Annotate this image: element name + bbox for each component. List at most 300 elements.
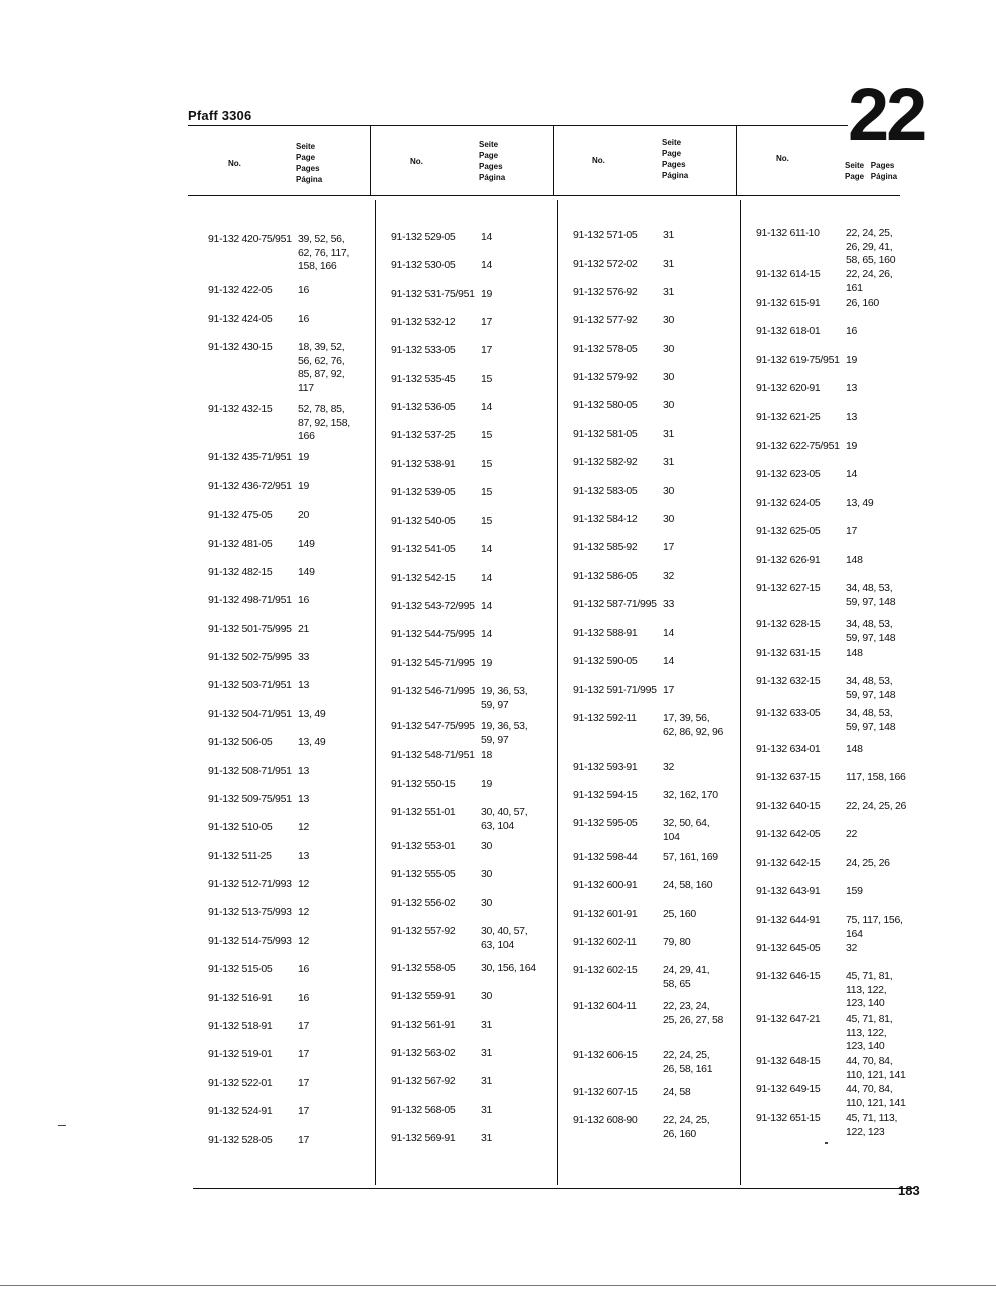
list-item [573,485,725,499]
part-number: 91-132 512-71/993 [208,878,292,890]
part-number: 91-132 585-92 [573,541,638,553]
page-references: 30 [481,840,493,852]
list-item [573,399,725,413]
part-number: 91-132 542-15 [391,572,456,584]
page-references: 30 [481,990,493,1002]
list-item [391,720,543,747]
part-number: 91-132 568-05 [391,1104,456,1116]
page-references: 45, 71, 81, 113, 122, 123, 140 [846,970,893,1009]
header-label: Page [845,172,865,181]
page-references: 14 [481,259,493,271]
list-item [756,1055,908,1082]
page-references: 30 [663,371,675,383]
list-item [573,684,725,698]
list-item [573,712,725,739]
list-item [208,1134,360,1148]
margin-mark [58,1125,66,1126]
list-item [573,371,725,385]
list-item [391,868,543,882]
page-references: 79, 80 [663,936,691,948]
page-references: 16 [298,963,310,975]
part-number: 91-132 611-10 [756,227,820,239]
part-number: 91-132 561-91 [391,1019,456,1031]
list-item [756,800,908,814]
list-item [573,1114,725,1141]
part-number: 91-132 501-75/995 [208,623,292,635]
page-references: 31 [481,1019,493,1031]
page-references: 17 [663,541,675,553]
part-number: 91-132 580-05 [573,399,638,411]
list-item [573,908,725,922]
list-item [391,685,543,712]
list-item [573,456,725,470]
page-references: 33 [663,598,675,610]
list-item [208,708,360,722]
header-no: No. [592,156,605,165]
list-item [391,373,543,387]
list-item [756,885,908,899]
page-references: 14 [481,572,493,584]
column-divider [553,126,554,196]
list-item [391,543,543,557]
list-item [756,440,908,454]
page-references: 30, 40, 57, 63, 104 [481,925,528,951]
list-item [573,627,725,641]
page-references: 18 [481,749,493,761]
list-item [391,657,543,671]
part-number: 91-132 530-05 [391,259,456,271]
list-item [391,344,543,358]
column-divider [740,200,741,1185]
part-number: 91-132 634-01 [756,743,821,755]
list-item [208,451,360,465]
part-number: 91-132 515-05 [208,963,273,975]
part-number: 91-132 581-05 [573,428,638,440]
brand-title: Pfaff 3306 [188,108,252,123]
header-label: Seite [662,138,682,147]
list-item [208,1077,360,1091]
page-references: 14 [481,600,493,612]
header-label: Página [479,173,506,182]
list-item [573,936,725,950]
part-number: 91-132 614-15 [756,268,821,280]
list-item [756,227,908,268]
page-references: 15 [481,373,493,385]
part-number: 91-132 625-05 [756,525,821,537]
page-references: 34, 48, 53, 59, 97, 148 [846,675,896,701]
page-references: 44, 70, 84, 110, 121, 141 [846,1083,906,1109]
list-item [756,411,908,425]
page-references: 17 [298,1105,310,1117]
list-item [756,828,908,842]
list-item [391,231,543,245]
list-item [756,1112,908,1139]
list-item [208,651,360,665]
part-number: 91-132 591-71/995 [573,684,657,696]
page-references: 45, 71, 81, 113, 122, 123, 140 [846,1013,893,1052]
list-item [391,1132,543,1146]
part-number: 91-132 436-72/951 [208,480,292,492]
list-item [756,1083,908,1110]
list-item [391,600,543,614]
part-number: 91-132 582-92 [573,456,638,468]
part-number: 91-132 532-12 [391,316,456,328]
part-number: 91-132 540-05 [391,515,456,527]
page-references: 117, 158, 166 [846,771,906,783]
list-item [208,992,360,1006]
page-references: 13 [298,765,310,777]
part-number: 91-132 598-44 [573,851,638,863]
page-references: 15 [481,458,493,470]
page-references: 19 [481,778,493,790]
part-number: 91-132 626-91 [756,554,821,566]
page-references: 32 [663,570,675,582]
list-item [208,906,360,920]
page-references: 14 [663,627,675,639]
page-references: 31 [481,1047,493,1059]
page-references: 30 [663,314,675,326]
page-references: 17 [663,684,675,696]
header-label: Page [479,151,499,160]
list-item [573,1000,725,1027]
page-references: 30 [481,897,493,909]
list-item [573,761,725,775]
page-references: 34, 48, 53, 59, 97, 148 [846,618,896,644]
header-top-rule [188,125,848,126]
header-label: Pages [662,160,686,169]
header-page-labels [296,141,322,185]
part-number: 91-132 631-15 [756,647,821,659]
list-item [391,778,543,792]
part-number: 91-132 432-15 [208,403,273,415]
page-references: 32, 162, 170 [663,789,718,801]
page-references: 31 [663,428,675,440]
page-references: 22, 24, 26, 161 [846,268,893,294]
page-references: 17 [298,1134,310,1146]
list-item [208,793,360,807]
list-item [391,288,543,302]
header-label: Página [662,171,689,180]
part-number: 91-132 587-71/995 [573,598,657,610]
list-item [756,1013,908,1054]
header-label: Seite [845,161,865,170]
list-item [208,1048,360,1062]
list-item [391,749,543,763]
page-references: 17 [481,344,493,356]
list-item [391,1075,543,1089]
list-item [573,655,725,669]
list-item [573,343,725,357]
part-number: 91-132 545-71/995 [391,657,475,669]
list-item [208,233,360,274]
list-item [391,806,543,833]
page-references: 22, 23, 24, 25, 26, 27, 58 [663,1000,724,1026]
part-number: 91-132 600-91 [573,879,638,891]
list-item [573,789,725,803]
part-number: 91-132 430-15 [208,341,273,353]
page-references: 30 [663,399,675,411]
page-references: 34, 48, 53, 59, 97, 148 [846,707,896,733]
part-number: 91-132 645-05 [756,942,821,954]
list-item [756,554,908,568]
page-references: 25, 160 [663,908,696,920]
part-number: 91-132 627-15 [756,582,821,594]
page-references: 21 [298,623,310,635]
part-number: 91-132 633-05 [756,707,821,719]
page-references: 31 [481,1132,493,1144]
part-number: 91-132 571-05 [573,229,638,241]
list-item [208,736,360,750]
page-references: 31 [481,1075,493,1087]
page-references: 32 [663,761,675,773]
part-number: 91-132 590-05 [573,655,638,667]
page-references: 19 [846,440,858,452]
list-item [208,284,360,298]
page-references: 33 [298,651,310,663]
page-references: 19, 36, 53, 59, 97 [481,685,528,711]
list-item [573,229,725,243]
header-col4-labels [845,160,905,182]
page-references: 14 [481,401,493,413]
list-item [573,598,725,612]
list-item [756,675,908,702]
list-item [391,429,543,443]
page-references: 15 [481,429,493,441]
part-number: 91-132 602-11 [573,936,637,948]
page-references: 14 [846,468,858,480]
part-number: 91-132 546-71/995 [391,685,475,697]
list-item [573,286,725,300]
part-number: 91-132 533-05 [391,344,456,356]
page-references: 30, 40, 57, 63, 104 [481,806,528,832]
list-item [573,1049,725,1076]
part-number: 91-132 576-92 [573,286,638,298]
page-references: 148 [846,647,863,659]
header-label: Página [870,172,898,181]
part-number: 91-132 513-75/993 [208,906,292,918]
column-divider [370,126,371,196]
header-label: Pages [296,164,320,173]
part-number: 91-132 592-11 [573,712,637,724]
part-number: 91-132 647-21 [756,1013,821,1025]
page-references: 17 [846,525,858,537]
page-references: 19 [846,354,858,366]
part-number: 91-132 541-05 [391,543,456,555]
list-item [756,771,908,785]
page-references: 12 [298,821,310,833]
page-references: 30 [481,868,493,880]
bullet-mark [825,1142,828,1144]
list-item [756,297,908,311]
page-references: 12 [298,906,310,918]
list-item [756,942,908,956]
page-references: 34, 48, 53, 59, 97, 148 [846,582,896,608]
part-number: 91-132 642-15 [756,857,821,869]
part-number: 91-132 475-05 [208,509,273,521]
list-item [208,963,360,977]
part-number: 91-132 649-15 [756,1083,821,1095]
page-references: 30, 156, 164 [481,962,536,974]
page-references: 16 [298,992,310,1004]
part-number: 91-132 508-71/951 [208,765,292,777]
part-number: 91-132 593-91 [573,761,638,773]
part-number: 91-132 602-15 [573,964,638,976]
page-references: 26, 160 [846,297,879,309]
page-references: 17 [481,316,493,328]
page-references: 13 [298,679,310,691]
part-number: 91-132 579-92 [573,371,638,383]
page-references: 30 [663,485,675,497]
part-number: 91-132 551-01 [391,806,456,818]
part-number: 91-132 510-05 [208,821,273,833]
part-number: 91-132 481-05 [208,538,273,550]
part-number: 91-132 539-05 [391,486,456,498]
page-references: 32 [846,942,858,954]
part-number: 91-132 651-15 [756,1112,821,1124]
part-number: 91-132 511-25 [208,850,272,862]
part-number: 91-132 618-01 [756,325,821,337]
page-references: 13, 49 [298,736,326,748]
page-references: 17 [298,1077,310,1089]
header-label: Seite [296,142,316,151]
page-references: 31 [663,456,675,468]
list-item [391,990,543,1004]
page-references: 16 [298,594,310,606]
page-references: 15 [481,515,493,527]
list-item [391,316,543,330]
page-references: 19 [298,480,310,492]
list-item [208,623,360,637]
page-references: 20 [298,509,310,521]
list-item [391,1047,543,1061]
page-references: 31 [481,1104,493,1116]
part-number: 91-132 556-02 [391,897,456,909]
part-number: 91-132 595-05 [573,817,638,829]
page-references: 13 [846,382,858,394]
part-number: 91-132 583-05 [573,485,638,497]
part-number: 91-132 548-71/951 [391,749,475,761]
list-item [391,515,543,529]
page-references: 16 [846,325,858,337]
part-number: 91-132 632-15 [756,675,821,687]
part-number: 91-132 422-05 [208,284,273,296]
page-references: 12 [298,935,310,947]
page-references: 22, 24, 25, 26, 58, 161 [663,1049,713,1075]
part-number: 91-132 536-05 [391,401,456,413]
page-references: 13 [846,411,858,423]
part-number: 91-132 524-91 [208,1105,273,1117]
part-number: 91-132 502-75/995 [208,651,292,663]
list-item [756,857,908,871]
header-bottom-rule [188,195,900,196]
part-number: 91-132 482-15 [208,566,273,578]
part-number: 91-132 529-05 [391,231,456,243]
page-references: 18, 39, 52, 56, 62, 76, 85, 87, 92, 117 [298,341,345,394]
list-item [208,765,360,779]
part-number: 91-132 646-15 [756,970,821,982]
part-number: 91-132 503-71/951 [208,679,292,691]
header-label: Seite [479,140,499,149]
page-references: 22 [846,828,858,840]
header-no: No. [410,157,423,166]
page-references: 19 [481,657,493,669]
part-number: 91-132 557-92 [391,925,456,937]
list-item [573,817,725,844]
page-references: 45, 71, 113, 122, 123 [846,1112,898,1138]
list-item [756,647,908,661]
page-references: 30 [663,343,675,355]
list-item [391,572,543,586]
part-number: 91-132 637-15 [756,771,821,783]
part-number: 91-132 578-05 [573,343,638,355]
list-item [391,925,543,952]
list-item [573,964,725,991]
part-number: 91-132 535-45 [391,373,456,385]
footer-rule [193,1188,915,1189]
list-item [573,428,725,442]
page-references: 24, 58 [663,1086,691,1098]
page-references: 14 [481,231,493,243]
page-references: 13, 49 [298,708,326,720]
list-item [391,259,543,273]
list-item [208,403,360,444]
list-item [391,1019,543,1033]
page-references: 30 [663,513,675,525]
header-page-labels [479,139,505,183]
page-references: 44, 70, 84, 110, 121, 141 [846,1055,906,1081]
list-item [756,618,908,645]
page-references: 148 [846,743,863,755]
list-item [208,935,360,949]
header-label: Pages [870,161,895,170]
page-references: 159 [846,885,863,897]
page-references: 31 [663,229,675,241]
page-references: 52, 78, 85, 87, 92, 158, 166 [298,403,350,442]
list-item [756,325,908,339]
part-number: 91-132 608-90 [573,1114,638,1126]
list-item [573,570,725,584]
page-references: 14 [663,655,675,667]
list-item [391,1104,543,1118]
part-number: 91-132 420-75/951 [208,233,292,245]
list-item [573,314,725,328]
list-item [208,341,360,395]
part-number: 91-132 577-92 [573,314,638,326]
list-item [208,1105,360,1119]
scan-edge-line [0,1285,996,1286]
list-item [756,354,908,368]
page-references: 32, 50, 64, 104 [663,817,710,843]
page-references: 57, 161, 169 [663,851,718,863]
page-references: 12 [298,878,310,890]
part-number: 91-132 563-02 [391,1047,456,1059]
part-number: 91-132 547-75/995 [391,720,475,732]
page-number: 183 [898,1183,920,1198]
part-number: 91-132 514-75/993 [208,935,292,947]
list-item [208,566,360,580]
list-item [756,525,908,539]
header-label: Pages [479,162,503,171]
part-number: 91-132 531-75/951 [391,288,475,300]
part-number: 91-132 623-05 [756,468,821,480]
list-item [208,821,360,835]
header-no: No. [776,154,789,163]
column-divider [557,200,558,1185]
list-item [208,594,360,608]
list-item [756,497,908,511]
part-number: 91-132 615-91 [756,297,821,309]
list-item [756,582,908,609]
